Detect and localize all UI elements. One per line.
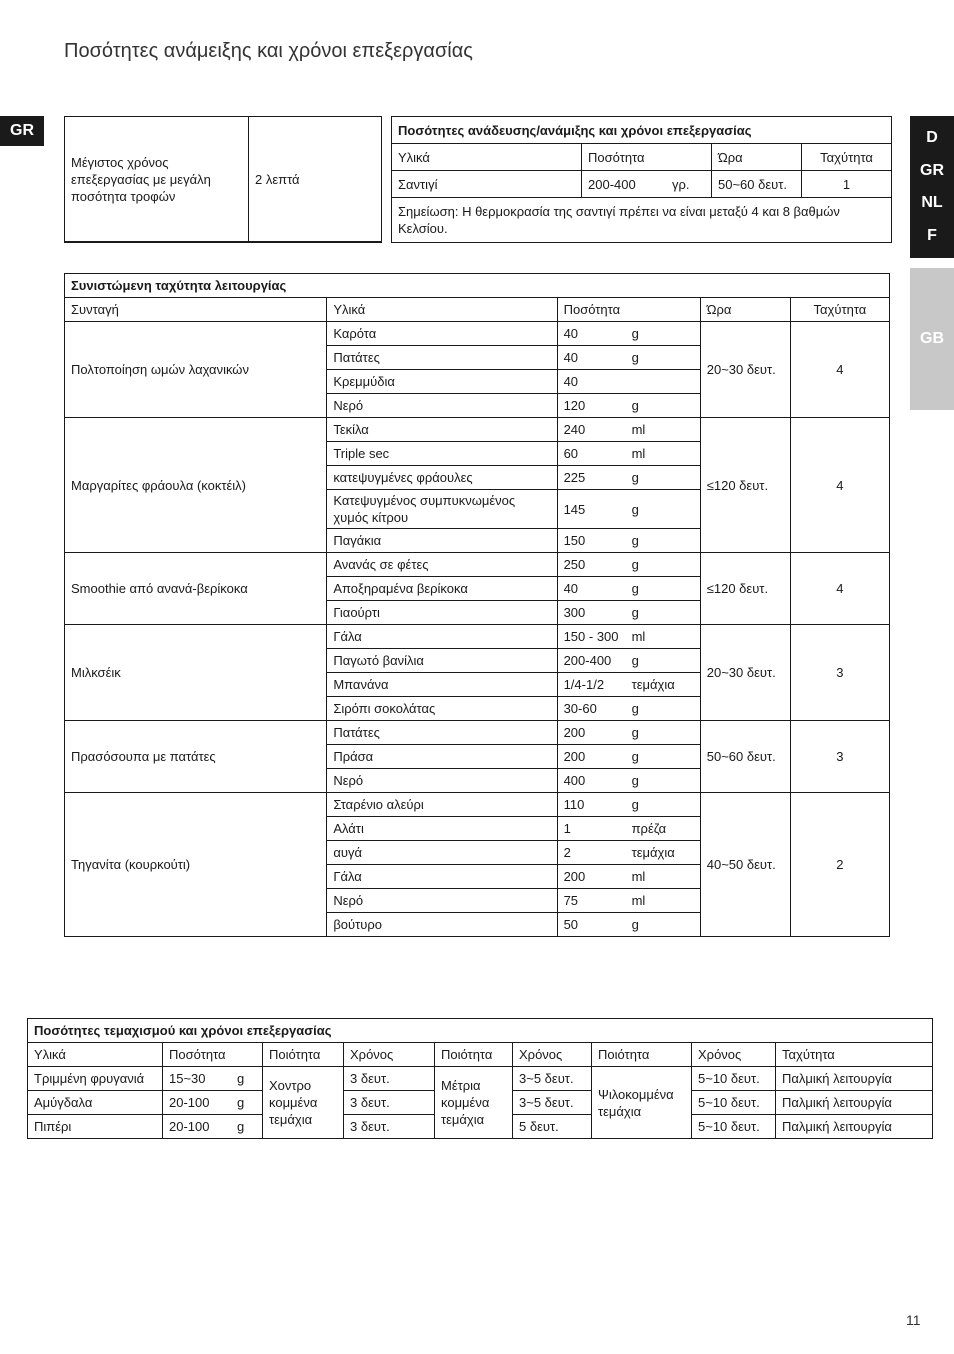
chopping-time-fine: 5~10 δευτ. [692,1091,776,1115]
language-tab-label: GR [10,122,34,139]
language-tab-current[interactable] [0,116,44,146]
recipe-qty: 40 g [557,577,700,601]
language-tab-f[interactable]: F [927,226,937,244]
mixing-header: Υλικά [392,144,582,171]
language-tab-nl[interactable]: NL [921,194,943,212]
recipe-qty: 250 g [557,553,700,577]
table-row [65,418,890,442]
language-tab-gr[interactable]: GR [920,161,944,179]
recipe-name: Μιλκσέικ [65,625,327,721]
recipe-name: Smoothie από ανανά-βερίκοκα [65,553,327,625]
recipe-qty: 240 ml [557,418,700,442]
recipe-qty: 40 [557,370,700,394]
page-title: Ποσότητες ανάμειξης και χρόνοι επεξεργασίας [64,40,473,62]
chopping-table [27,1018,933,1139]
table-row [65,625,890,649]
recipe-time: ≤120 δευτ. [700,553,790,625]
recipe-ingredient: Κρεμμύδια [327,370,557,394]
recipe-qty: 145 g [557,490,700,529]
recipe-speed: 2 [790,793,889,937]
table-row [65,322,890,346]
language-tabs-group [910,116,954,258]
chopping-header: Ποιότητα [592,1043,692,1067]
recipe-ingredient: Νερό [327,889,557,913]
recipe-time: 40~50 δευτ. [700,793,790,937]
recipe-qty: 40 g [557,346,700,370]
speed-header: Ταχύτητα [790,298,889,322]
recipe-ingredient: βούτυρο [327,913,557,937]
chopping-quality-medium: Μέτρια κομμένα τεμάχια [435,1067,513,1139]
recipe-ingredient: Γιαούρτι [327,601,557,625]
recipe-time: 50~60 δευτ. [700,721,790,793]
recipe-qty: 200-400 g [557,649,700,673]
language-tab-gb: GB [920,330,944,347]
recipe-qty: 200 ml [557,865,700,889]
chopping-ingredient: Πιπέρι [28,1115,163,1139]
recipe-qty: 40 g [557,322,700,346]
recipe-ingredient: Πατάτες [327,721,557,745]
recipe-qty: 50 g [557,913,700,937]
chopping-header: Χρόνος [344,1043,435,1067]
speed-header: Υλικά [327,298,557,322]
recipe-qty: 60 ml [557,442,700,466]
chopping-title: Ποσότητες τεμαχισμού και χρόνοι επεξεργασίας [28,1019,933,1043]
recipe-ingredient: Σταρένιο αλεύρι [327,793,557,817]
table-row [392,171,892,198]
mixing-speed: 1 [802,171,892,198]
recipe-time: 20~30 δευτ. [700,322,790,418]
mixing-time: 50~60 δευτ. [712,171,802,198]
chopping-header: Χρόνος [513,1043,592,1067]
recipe-name: Πρασόσουπα με πατάτες [65,721,327,793]
recipe-qty: 150 - 300 ml [557,625,700,649]
chopping-time-fine: 5~10 δευτ. [692,1067,776,1091]
recipe-qty: 150 g [557,529,700,553]
recipe-ingredient: Καρότα [327,322,557,346]
chopping-speed: Παλμική λειτουργία [776,1115,933,1139]
mixing-note: Σημείωση: Η θερμοκρασία της σαντιγί πρέπει να είναι μεταξύ 4 και 8 βαθμών Κελσίου. [392,198,892,243]
chopping-quality-coarse: Χοντρο κομμένα τεμάχια [263,1067,344,1139]
chopping-time-fine: 5~10 δευτ. [692,1115,776,1139]
chopping-header: Ποιότητα [435,1043,513,1067]
recipe-ingredient: Παγάκια [327,529,557,553]
recipe-qty: 225 g [557,466,700,490]
recipe-qty: 30-60 g [557,697,700,721]
mixing-header: Ταχύτητα [802,144,892,171]
recipe-qty: 110 g [557,793,700,817]
recipe-ingredient: Νερό [327,769,557,793]
chopping-ingredient: Τριμμένη φρυγανιά [28,1067,163,1091]
chopping-header: Ποσότητα [163,1043,263,1067]
recipe-ingredient: Πράσα [327,745,557,769]
chopping-qty: 20-100 g [163,1091,263,1115]
recipe-ingredient: Πατάτες [327,346,557,370]
recipe-name: Μαργαρίτες φράουλα (κοκτέιλ) [65,418,327,553]
mixing-ingredient: Σαντιγί [392,171,582,198]
recipe-qty: 200 g [557,745,700,769]
recipe-speed: 4 [790,322,889,418]
recipe-name: Πολτοποίηση ωμών λαχανικών [65,322,327,418]
chopping-header: Υλικά [28,1043,163,1067]
chopping-time-medium: 3~5 δευτ. [513,1067,592,1091]
chopping-ingredient: Αμύγδαλα [28,1091,163,1115]
recipe-ingredient: Triple sec [327,442,557,466]
recipe-ingredient: Νερό [327,394,557,418]
mixing-table [391,116,892,243]
chopping-header: Ταχύτητα [776,1043,933,1067]
chopping-time-coarse: 3 δευτ. [344,1115,435,1139]
mixing-title: Ποσότητες ανάδευσης/ανάμιξης και χρόνοι επεξεργασίας [392,117,892,144]
table-row [65,553,890,577]
max-time-label: Μέγιστος χρόνος επεξεργασίας με μεγάλη ποσότητα τροφών [65,117,249,243]
recipe-ingredient: Τεκίλα [327,418,557,442]
recipe-ingredient: Παγωτό βανίλια [327,649,557,673]
recipe-qty: 120 g [557,394,700,418]
recipe-speed: 3 [790,625,889,721]
chopping-header: Ποιότητα [263,1043,344,1067]
recipe-speed: 3 [790,721,889,793]
recipe-ingredient: Ανανάς σε φέτες [327,553,557,577]
max-time-table [64,116,382,243]
recipe-ingredient: Αποξηραμένα βερίκοκα [327,577,557,601]
chopping-qty: 20-100 g [163,1115,263,1139]
speed-header: Συνταγή [65,298,327,322]
recipe-time: 20~30 δευτ. [700,625,790,721]
page-number: 11 [906,1312,921,1328]
recipe-ingredient: κατεψυγμένες φράουλες [327,466,557,490]
language-tab-d[interactable]: D [926,129,938,147]
mixing-qty: 200-400 γρ. [582,171,712,198]
speed-table [64,273,890,937]
table-row [65,721,890,745]
recipe-time: ≤120 δευτ. [700,418,790,553]
recipe-speed: 4 [790,418,889,553]
chopping-time-coarse: 3 δευτ. [344,1067,435,1091]
speed-header: Ποσότητα [557,298,700,322]
language-tab-gb-box[interactable] [910,268,954,410]
chopping-time-medium: 3~5 δευτ. [513,1091,592,1115]
chopping-quality-fine: Ψιλοκομμένα τεμάχια [592,1067,692,1139]
speed-title: Συνιστώμενη ταχύτητα λειτουργίας [65,274,890,298]
recipe-qty: 300 g [557,601,700,625]
recipe-qty: 1 πρέζα [557,817,700,841]
chopping-time-coarse: 3 δευτ. [344,1091,435,1115]
chopping-header: Χρόνος [692,1043,776,1067]
recipe-ingredient: Γάλα [327,865,557,889]
recipe-qty: 75 ml [557,889,700,913]
recipe-name: Τηγανίτα (κουρκούτι) [65,793,327,937]
recipe-qty: 2 τεμάχια [557,841,700,865]
recipe-ingredient: αυγά [327,841,557,865]
table-row [28,1067,933,1091]
recipe-ingredient: Σιρόπι σοκολάτας [327,697,557,721]
recipe-ingredient: Κατεψυγμένος συμπυκνωμένος χυμός κίτρου [327,490,557,529]
recipe-ingredient: Γάλα [327,625,557,649]
mixing-header: Ποσότητα [582,144,712,171]
chopping-qty: 15~30 g [163,1067,263,1091]
chopping-time-medium: 5 δευτ. [513,1115,592,1139]
recipe-qty: 200 g [557,721,700,745]
chopping-speed: Παλμική λειτουργία [776,1091,933,1115]
recipe-qty: 400 g [557,769,700,793]
table-row [65,793,890,817]
recipe-ingredient: Μπανάνα [327,673,557,697]
recipe-qty: 1/4-1/2 τεμάχια [557,673,700,697]
recipe-ingredient: Αλάτι [327,817,557,841]
speed-header: Ώρα [700,298,790,322]
chopping-speed: Παλμική λειτουργία [776,1067,933,1091]
mixing-header: Ώρα [712,144,802,171]
max-time-value: 2 λεπτά [249,117,382,243]
recipe-speed: 4 [790,553,889,625]
